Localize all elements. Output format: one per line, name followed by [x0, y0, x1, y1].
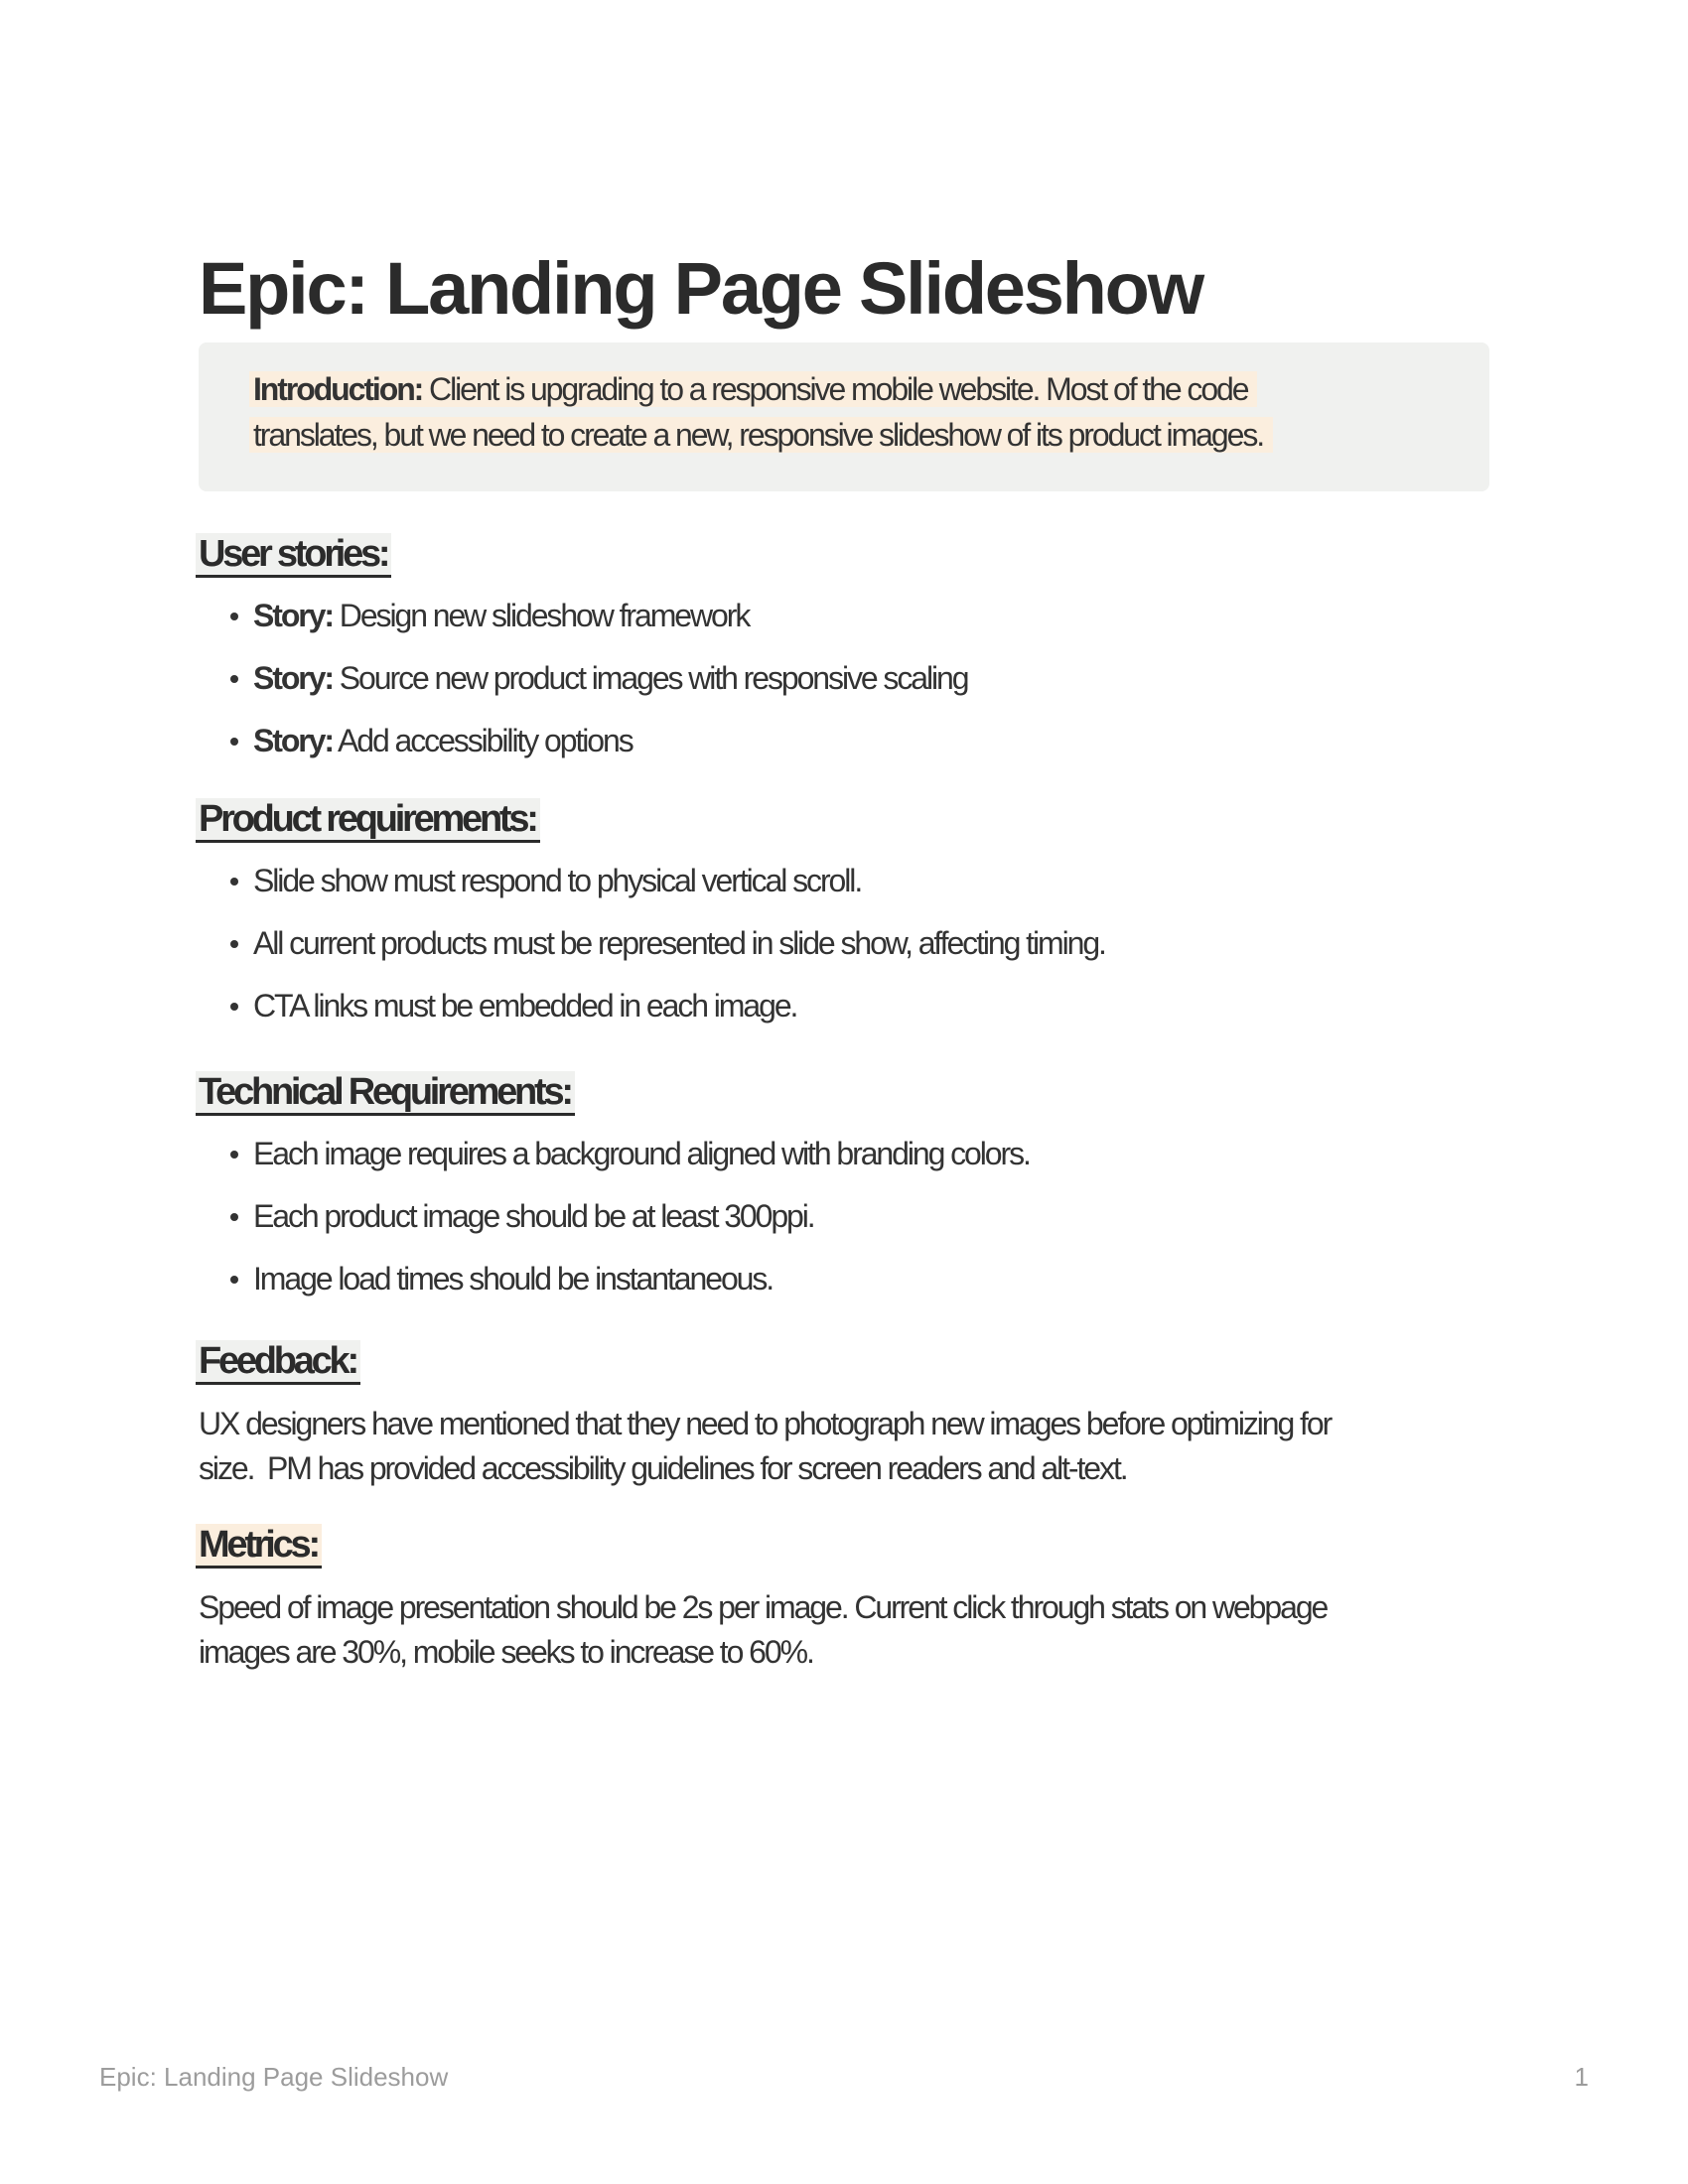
list-item: Image load times should be instantaneous. — [199, 1257, 1489, 1300]
paragraph-line: size. PM has provided accessibility guidelines for screen readers and alt-text. — [199, 1450, 1127, 1486]
introduction-callout-box — [199, 342, 1489, 491]
introduction-bold-label: Introduction: — [253, 371, 423, 407]
section-user-stories — [199, 532, 1489, 781]
technical-requirements-list — [199, 1132, 1489, 1300]
section-technical-requirements — [199, 1070, 1489, 1319]
introduction-line-2 — [253, 412, 1489, 458]
introduction-line-1 — [253, 366, 1489, 412]
list-item: Story: Design new slideshow framework — [199, 594, 1489, 637]
paragraph-line: images are 30%, mobile seeks to increase to 60%. — [199, 1634, 813, 1670]
document-title: Epic: Landing Page Slideshow — [199, 246, 1202, 330]
paragraph-line: UX designers have mentioned that they need to photograph new images before optimizing for — [199, 1406, 1332, 1441]
section-heading-metrics: Metrics: — [199, 1523, 1489, 1567]
feedback-paragraph — [199, 1402, 1489, 1491]
paragraph-line: Speed of image presentation should be 2s per image. Current click through stats on webpage — [199, 1589, 1328, 1625]
list-item: Story: Source new product images with responsive scaling — [199, 656, 1489, 700]
section-heading-user-stories: User stories: — [199, 532, 1489, 576]
footer-document-title: Epic: Landing Page Slideshow — [99, 2062, 449, 2092]
metrics-paragraph — [199, 1585, 1489, 1675]
product-requirements-list — [199, 859, 1489, 1027]
section-heading-product-requirements: Product requirements: — [199, 797, 1489, 841]
page-footer — [99, 2062, 1589, 2092]
list-item: Story: Add accessibility options — [199, 719, 1489, 762]
list-item: Each product image should be at least 300ppi. — [199, 1194, 1489, 1238]
list-item: All current products must be represented in slide show, affecting timing. — [199, 921, 1489, 965]
section-product-requirements — [199, 797, 1489, 1046]
section-heading-feedback: Feedback: — [199, 1339, 1489, 1383]
list-item: Slide show must respond to physical vertical scroll. — [199, 859, 1489, 902]
section-heading-technical-requirements: Technical Requirements: — [199, 1070, 1489, 1114]
user-stories-list — [199, 594, 1489, 762]
section-feedback — [199, 1339, 1489, 1491]
list-item: CTA links must be embedded in each image. — [199, 984, 1489, 1027]
section-metrics — [199, 1523, 1489, 1675]
introduction-line-1-text: Client is upgrading to a responsive mobile website. Most of the code — [422, 371, 1248, 407]
list-item: Each image requires a background aligned with branding colors. — [199, 1132, 1489, 1175]
footer-page-number: 1 — [1574, 2062, 1589, 2092]
introduction-line-2-text: translates, but we need to create a new, responsive slideshow of its product images. — [249, 417, 1273, 453]
